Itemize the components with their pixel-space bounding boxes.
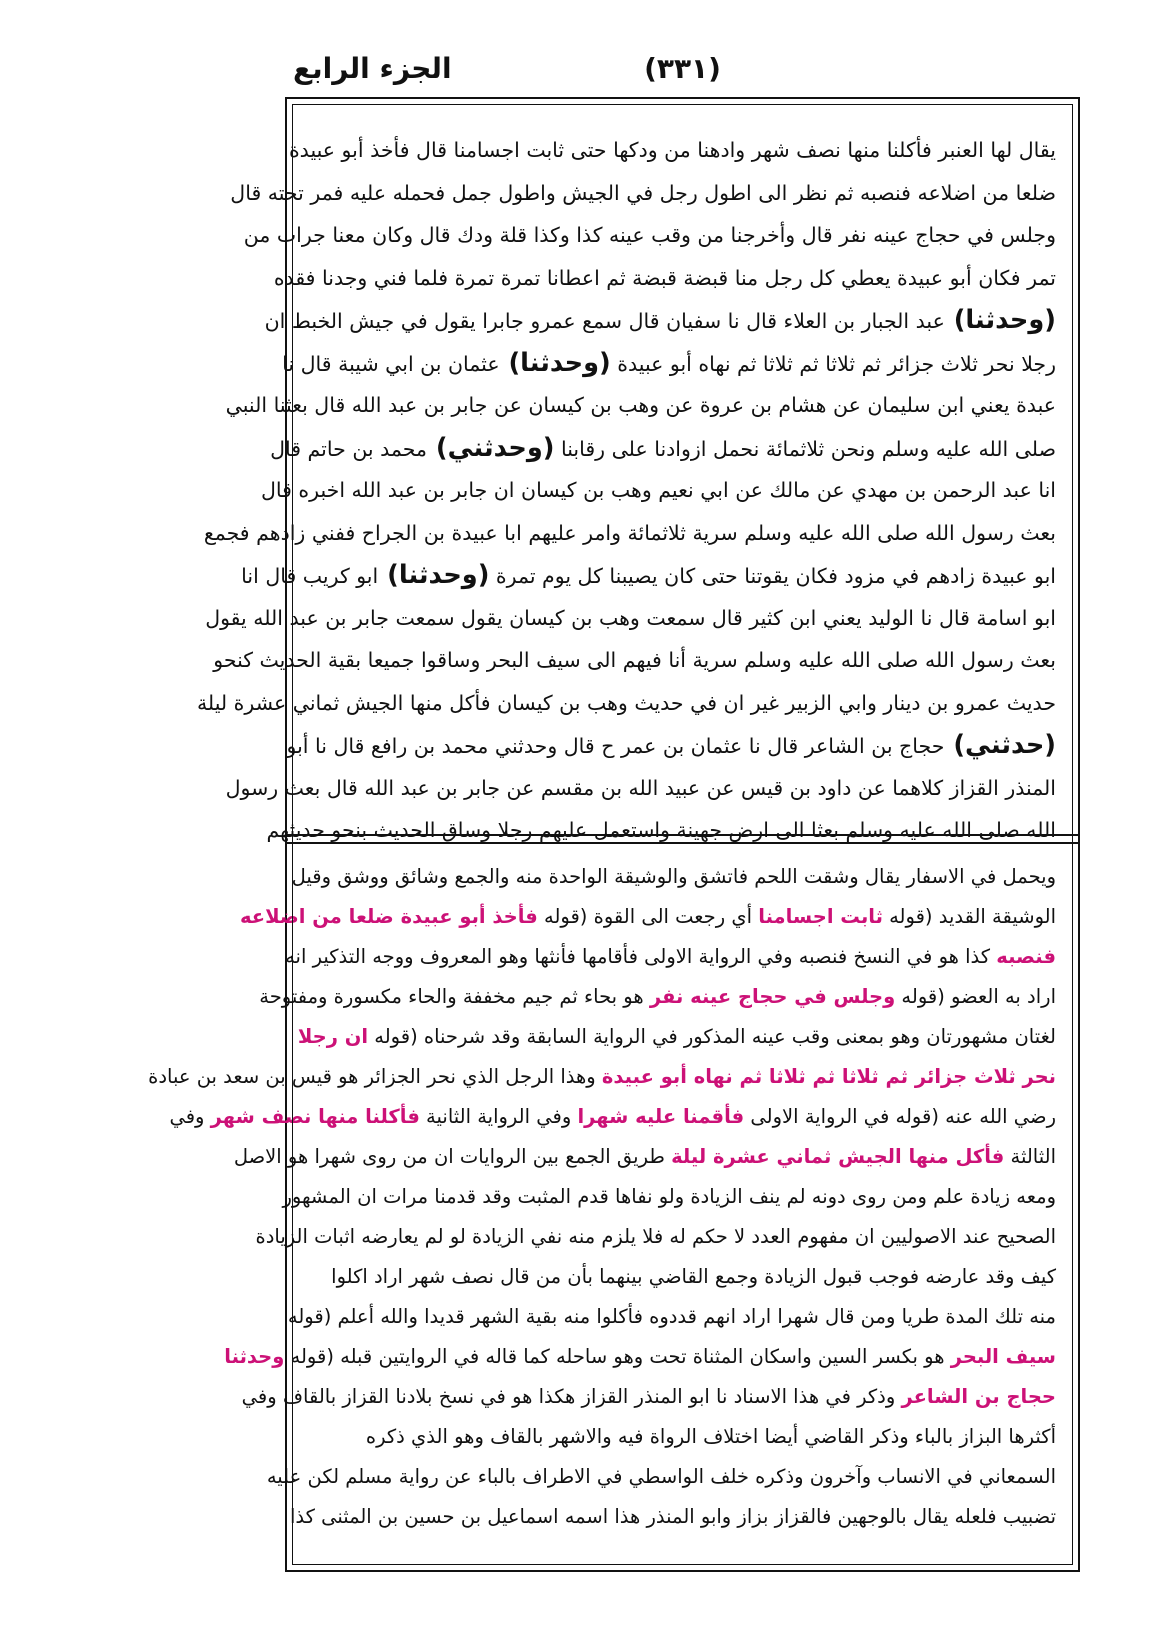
text-line	[203, 512, 1056, 555]
text-run: حديث عمرو بن دينار وابي الزبير غير ان في حديث وهب بن كيسان فأكل منها الجيش ثماني عشرة ليلة	[196, 690, 1056, 715]
text-run: انا عبد الرحمن بن مهدي عن مالك عن ابي نعيم وهب بن كيسان ان جابر بن عبد الله اخبره قال	[260, 478, 1056, 502]
quoted-phrase: حجاج بن الشاعر	[901, 1385, 1056, 1408]
text-line	[230, 172, 1056, 215]
text-line	[241, 554, 1056, 597]
text-run: وفي الرواية الثانية	[419, 1105, 578, 1128]
text-run: الصحيح عند الاصوليين ان مفهوم العدد لا حكم له فلا يلزم منه نفي الزيادة لو لم يعارضه اثبات الزيادة	[255, 1225, 1056, 1248]
quoted-phrase: فأخذ أبو عبيدة ضلعا من اضلاعه	[239, 905, 538, 928]
text-run: عثمان بن ابي شيبة قال نا	[282, 351, 500, 376]
text-line	[282, 342, 1056, 385]
commentary-line	[282, 1177, 1056, 1217]
text-run: كيف وقد عارضه فوجب قبول الزيادة وجمع القاضي بينهما بأن من قال نصف شهر اراد اكلوا	[331, 1265, 1056, 1288]
text-run: بعث رسول الله صلى الله عليه وسلم سرية ثلاثمائة وامر عليهم ابا عبيدة بن الجراح ففني زادهم فجمع	[203, 520, 1056, 545]
text-run: صلى الله عليه وسلم ونحن ثلاثمائة نحمل ازوادنا على رقابنا	[554, 436, 1056, 461]
page-frame	[148, 97, 1080, 1572]
text-run: تمر فكان أبو عبيدة يعطي كل رجل منا قبضة قبضة ثم اعطانا تمرة تمرة فلما فني وجدنا فقده	[273, 265, 1056, 290]
text-line	[196, 682, 1056, 725]
text-run: الله صلى الله عليه وسلم بعثا الى ارض جهينة واستعمل عليهم رجلا وساق الحديث بنحو حديثهم	[266, 818, 1056, 842]
narration-marker: (وحدثنا)	[944, 305, 1056, 335]
text-line	[286, 724, 1056, 767]
commentary-line	[297, 1017, 1056, 1057]
commentary-line	[241, 1377, 1056, 1417]
text-run: الثالثة	[1004, 1145, 1056, 1168]
text-run: وفي	[169, 1105, 211, 1128]
text-run: وهذا الرجل الذي نحر الجزائر هو قيس بن سعد بن عبادة	[148, 1065, 602, 1088]
text-run: حجاج بن الشاعر قال نا عثمان بن عمر ح قال وحدثني محمد بن رافع قال نا أبو	[286, 734, 945, 758]
text-run: ابو اسامة قال نا الوليد يعني ابن كثير قال سمعت وهب بن كيسان يقول سمعت جابر بن عبد الله يقول	[205, 605, 1056, 630]
commentary-line	[289, 1497, 1056, 1537]
quoted-phrase: فأكلنا منها نصف شهر	[210, 1105, 420, 1128]
page-number: (٣٣١)	[644, 52, 721, 85]
text-line	[264, 299, 1056, 342]
commentary-line	[266, 1457, 1056, 1497]
text-run: عبد الجبار بن العلاء قال نا سفيان قال سمع عمرو جابرا يقول في جيش الخبط ان	[264, 309, 945, 333]
part-title: الجزء الرابع	[293, 52, 452, 85]
text-run: أكثرها البزاز بالباء وذكر القاضي أيضا اختلاف الرواة فيه والاشهر بالقاف وهو الذي ذكره	[365, 1425, 1056, 1448]
quoted-phrase: ثابت اجسامنا	[758, 905, 883, 928]
commentary-line	[259, 977, 1056, 1017]
text-run: تضبيب فلعله يقال بالوجهين فالقزاز بزاز وابو المنذر هذا اسمه اسماعيل بن حسين بن المثنى كذا	[289, 1505, 1056, 1528]
commentary-line	[287, 1297, 1056, 1337]
text-run: ومعه زيادة علم ومن روى دونه لم ينف الزيادة ولو نفاها قدم المثبت وقد قدمنا مرات ان المشهور	[282, 1185, 1056, 1208]
quoted-phrase: سيف البحر	[950, 1345, 1056, 1368]
text-run: عبدة يعني ابن سليمان عن هشام بن عروة عن وهب بن كيسان عن جابر بن عبد الله قال بعثنا النبي	[225, 393, 1056, 417]
text-run: السمعاني في الانساب وآخرون وذكره خلف الواسطي في الاطراف بالباء عن رواية مسلم لكن عليه	[266, 1465, 1056, 1488]
text-line	[260, 469, 1056, 512]
text-line	[273, 257, 1056, 300]
quoted-phrase: وجلس في حجاج عينه نفر	[649, 985, 896, 1008]
page-header	[285, 50, 1080, 95]
text-run: لغتان مشهورتان وهو بمعنى وقب عينه المذكور في الرواية السابقة وقد شرحناه (قوله	[368, 1025, 1056, 1048]
quoted-phrase: نحر ثلاث جزائر ثم ثلاثا ثم ثلاثا ثم نهاه أبو عبيدة	[601, 1065, 1056, 1088]
text-run: محمد بن حاتم قال	[270, 436, 427, 461]
text-run: ويحمل في الاسفار يقال وشقت اللحم فاتشق والوشيقة الواحدة منه والجمع وشائق ووشق وقيل	[291, 865, 1056, 888]
quoted-phrase: فأقمنا عليه شهرا	[577, 1105, 745, 1128]
commentary-text	[148, 857, 1056, 1557]
text-run: يقال لها العنبر فأكلنا منها نصف شهر وادهنا من ودكها حتى ثابت اجسامنا قال فأخذ أبو عبيدة	[288, 138, 1056, 162]
commentary-line	[233, 1137, 1056, 1177]
commentary-line	[255, 1217, 1056, 1257]
quoted-phrase: فنصبه	[996, 945, 1056, 968]
text-line	[225, 384, 1056, 427]
quoted-phrase: فأكل منها الجيش ثماني عشرة ليلة	[671, 1145, 1005, 1168]
text-run: هو بكسر السين واسكان المثناة تحت وهو ساحله كما قاله في الروايتين قبله (قوله	[284, 1345, 951, 1368]
text-run: رجلا نحر ثلاث جزائر ثم ثلاثا ثم ثلاثا ثم نهاه أبو عبيدة	[610, 351, 1056, 376]
text-run: ابو عبيدة زادهم في مزود فكان يقوتنا حتى كان يصيبنا كل يوم تمرة	[489, 564, 1056, 588]
text-run: طريق الجمع بين الروايات ان من روى شهرا هو الاصل	[233, 1145, 672, 1168]
quoted-phrase: وحدثنا	[224, 1345, 285, 1368]
text-line	[225, 767, 1056, 810]
text-run: الوشيقة القديد (قوله	[882, 905, 1056, 928]
text-run: ضلعا من اضلاعه فنصبه ثم نظر الى اطول رجل في الجيش واطول جمل فحمله عليه فمر تحته قال	[230, 180, 1056, 205]
commentary-line	[169, 1097, 1056, 1137]
commentary-line	[285, 937, 1056, 977]
text-line	[270, 427, 1056, 470]
commentary-line	[291, 857, 1056, 897]
text-run: اراد به العضو (قوله	[895, 985, 1056, 1008]
text-run: كذا هو في النسخ فنصبه وفي الرواية الاولى فأقامها فأنثها وهو المعروف ووجه التذكير انه	[285, 945, 997, 968]
text-run: رضي الله عنه (قوله في الرواية الاولى	[744, 1105, 1056, 1128]
commentary-line	[309, 1417, 1056, 1457]
text-line	[205, 597, 1056, 640]
section-divider	[287, 834, 1078, 844]
text-line	[288, 129, 1056, 172]
text-line	[266, 809, 1056, 852]
narration-marker: (وحدثنا)	[378, 560, 490, 590]
commentary-line	[148, 1057, 1056, 1097]
text-run: ابو كريب قال انا	[241, 564, 379, 588]
text-run: هو بحاء ثم جيم مخففة والحاء مكسورة ومفتوحة	[259, 985, 650, 1008]
text-run: المنذر القزاز كلاهما عن داود بن قيس عن عبيد الله بن مقسم عن جابر بن عبد الله قال بعث رسول	[225, 775, 1056, 800]
text-run: أي رجعت الى القوة (قوله	[537, 905, 759, 928]
text-run: وجلس في حجاج عينه نفر قال وأخرجنا من وقب عينه كذا وكذا قلة ودك قال وكان معنا جراب من	[243, 223, 1056, 247]
narration-marker: (وحدثنا)	[499, 347, 611, 378]
narration-marker: (حدثني)	[944, 730, 1056, 760]
text-run: وذكر في هذا الاسناد نا ابو المنذر القزاز هكذا هو في نسخ بلادنا القزاز بالقاف وفي	[241, 1385, 902, 1408]
text-run: بعث رسول الله صلى الله عليه وسلم سرية أنا فيهم الى سيف البحر وساقوا جميعا بقية الحديث كنحو	[213, 648, 1056, 672]
commentary-line	[239, 897, 1056, 937]
quoted-phrase: ان رجلا	[297, 1025, 369, 1048]
text-run: منه تلك المدة طريا ومن قال شهرا اراد انهم قددوه فأكلوا منه بقية الشهر قديدا والله أعلم (قوله	[287, 1305, 1056, 1328]
text-line	[213, 639, 1056, 682]
text-line	[243, 214, 1056, 257]
hadith-text	[196, 129, 1056, 842]
commentary-line	[224, 1337, 1056, 1377]
narration-marker: (وحدثني)	[426, 432, 555, 463]
commentary-line	[309, 1257, 1056, 1297]
